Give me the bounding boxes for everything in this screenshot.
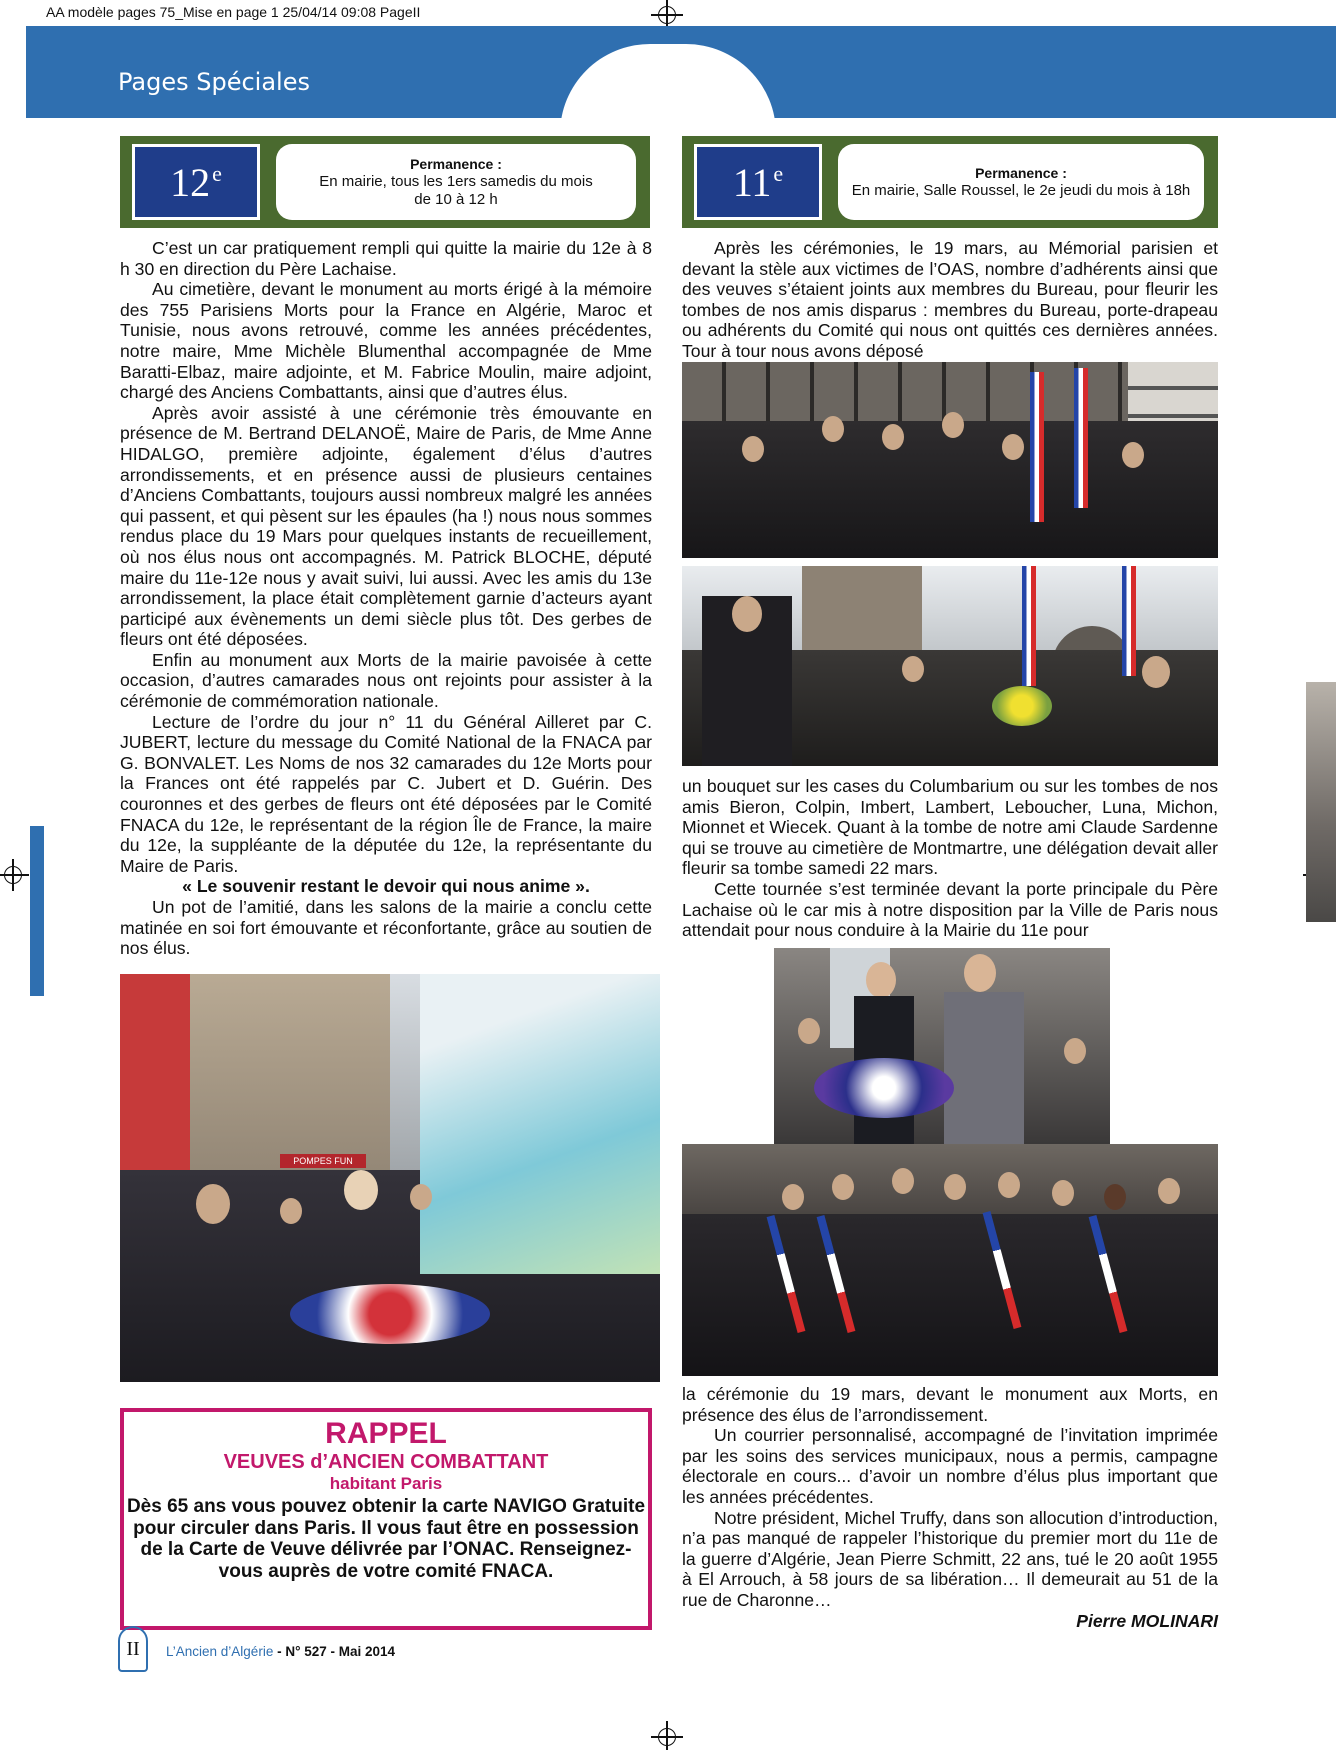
paragraph: C’est un car pratiquement rempli qui quitte la mairie du 12e à 8 h 30 en direction du Père Lachaise. xyxy=(120,238,652,279)
author-signature: Pierre MOLINARI xyxy=(1076,1610,1218,1631)
right-article-middle xyxy=(682,776,1218,941)
photo-mairie-11-wreath xyxy=(774,948,1110,1144)
paragraph: Après avoir assisté à une cérémonie très émouvante en présence de M. Bertrand DELANOË, Maire de Paris, de Mme Anne HIDALGO, première adjointe, également d’élus d’autres arrondissements, et en présence aussi de plusieurs centaines d’Anciens Combattants, toujours aussi nombreux malgré les années qui passent, et qui pèsent sur les épaules (ha !) nous nous sommes rendus place du 19 Mars pour quelques instants de recueillement, où nos élus nous ont accompagnés. M. Patrick BLOCHE, député maire du 11e-12e nous y avait suivi, lui aussi. Avec les amis du 13e arrondissement, la place était complètement garnie d’acteurs ayant participé aux évènements un demi siècle plus tôt. Des gerbes de fleurs ont été déposées. xyxy=(120,402,652,650)
right-article-end xyxy=(682,1384,1218,1631)
photo-columbarium xyxy=(682,362,1218,558)
footer-journal xyxy=(166,1644,395,1659)
section-12-header xyxy=(120,136,650,228)
paragraph: un bouquet sur les cases du Columbarium ou sur les tombes de nos amis Bieron, Colpin, Imbert, Lambert, Leboucher, Luna, Michon, Mionnet et Wiecek. Quant à la tombe de notre ami Claude Sardenne qui se trouve au cimetière de Montmartre, une délégation devait aller fleurir sa tombe samedi 22 mars. xyxy=(682,776,1218,879)
printer-slug: AA modèle pages 75_Mise en page 1 25/04/14 09:08 PageII xyxy=(46,4,421,20)
paragraph: Notre président, Michel Truffy, dans son allocution d’introduction, n’a pas manqué de rappeler l’historique du premier mort du 11e de la guerre d’Algérie, Jean Pierre Schmitt, 22 ans, tué le 20 août 1955 à El Arrouch, à 58 jours de sa libération… Il demeurait au 51 de la rue de Charonne… xyxy=(682,1507,1218,1610)
permanence-line: En mairie, tous les 1ers samedis du mois xyxy=(319,173,593,190)
paragraph: Cette tournée s’est terminée devant la porte principale du Père Lachaise où le car mis à notre disposition par la Ville de Paris nous attendait pour nous conduire à la Mairie du 11e pour xyxy=(682,878,1218,941)
rappel-title: RAPPEL xyxy=(325,1417,447,1450)
paragraph: Enfin au monument aux Morts de la mairie pavoisée à cette occasion, d’autres camarades nous ont rejoints pour assister à la cérémonie de commémoration nationale. xyxy=(120,649,652,712)
permanence-line: de 10 à 12 h xyxy=(414,191,498,208)
photo-mairie-12-wreath xyxy=(120,974,660,1382)
paragraph: Lecture de l’ordre du jour n° 11 du Général Ailleret par C. JUBERT, lecture du message du Comité National de la FNACA par G. BONVALET. Les Noms de nos 32 camarades du 12e Morts pour la Frances ont été rappelés par C. Jubert et D. Guérin. Des couronnes et des gerbes de fleurs ont été déposées par le Comité FNACA du 12e, le représentant de la région Île de France, la maire du 12e, la suppléante de la députée du 12e, la représentante du Maire de Paris. xyxy=(120,711,652,876)
paragraph: Un courrier personnalisé, accompagné de l’invitation imprimée par les soins des services municipaux, nous a permis, campagne électorale en cours... d’avoir un nombre d’élus plus important que les années précédentes. xyxy=(682,1425,1218,1507)
journal-name: L’Ancien d’Algérie xyxy=(166,1644,274,1659)
rappel-subtitle: VEUVES d’ANCIEN COMBATTANT xyxy=(223,1451,549,1473)
permanence-11-box xyxy=(838,144,1204,220)
rappel-box xyxy=(120,1408,652,1630)
permanence-title: Permanence : xyxy=(410,156,502,172)
shop-sign: POMPES FUN xyxy=(280,1154,366,1168)
arrondissement-12-badge: 12 $^e$ xyxy=(132,144,260,220)
arrondissement-11-badge: 11 $^e$ xyxy=(694,144,822,220)
rappel-subtitle-2: habitant Paris xyxy=(329,1474,443,1493)
photo-tomb-flowers xyxy=(682,566,1218,766)
quote: « Le souvenir restant le devoir qui nous anime ». xyxy=(182,876,590,897)
crop-mark-icon xyxy=(4,866,22,884)
permanence-title: Permanence : xyxy=(975,165,1067,181)
section-11-header xyxy=(682,136,1218,228)
paragraph: Au cimetière, devant le monument au morts érigé à la mémoire des 755 Parisiens Morts pour la France en Algérie, Maroc et Tunisie, nous avons retrouvé, comme les années précédentes, notre maire, Mme Michèle Blumenthal accompagnée de Mme Baratti-Elbaz, maire adjointe, et M. Fabrice Moulin, maire adjoint, chargé des Anciens Combattants, ainsi que d’autres élus. xyxy=(120,279,652,403)
page-title: Pages Spéciales xyxy=(118,68,310,96)
permanence-12-box xyxy=(276,144,636,220)
photo-monument-aux-morts-11 xyxy=(682,1144,1218,1376)
paragraph: Après les cérémonies, le 19 mars, au Mémorial parisien et devant la stèle aux victimes de l’OAS, nombre d’adhérents ainsi que des veuves s’étaient joints aux membres du Bureau, pour fleurir les tombes de nos amis disparus : membres du Bureau, porte-drapeau ou adhérents du Comité qui nous ont quittés ces dernières années. Tour à tour nous avons déposé xyxy=(682,238,1218,361)
paragraph: la cérémonie du 19 mars, devant le monument aux Morts, en présence des élus de l’arrondissement. xyxy=(682,1384,1218,1425)
crop-mark-icon xyxy=(658,6,676,24)
paragraph: Un pot de l’amitié, dans les salons de la mairie a conclu cette matinée en soi fort émouvante et réconfortante, grâce au soutien de nos élus. xyxy=(120,897,652,959)
right-article-intro xyxy=(682,238,1218,362)
left-article xyxy=(120,238,652,959)
crop-mark-icon xyxy=(658,1728,676,1746)
side-stripe xyxy=(30,826,44,996)
page-number: II xyxy=(118,1626,148,1672)
permanence-line: En mairie, Salle Roussel, le 2e jeudi du mois à 18h xyxy=(851,182,1191,199)
adjacent-page-photo xyxy=(1306,682,1336,922)
issue-number: - N° 527 - Mai 2014 xyxy=(273,1644,396,1659)
rappel-body: Dès 65 ans vous pouvez obtenir la carte NAVIGO Gratuite pour circuler dans Paris. Il vous faut être en possession de la Carte de Veuve délivrée par l’ONAC. Renseignez-vous auprès de votre comité FNACA. xyxy=(126,1496,646,1582)
